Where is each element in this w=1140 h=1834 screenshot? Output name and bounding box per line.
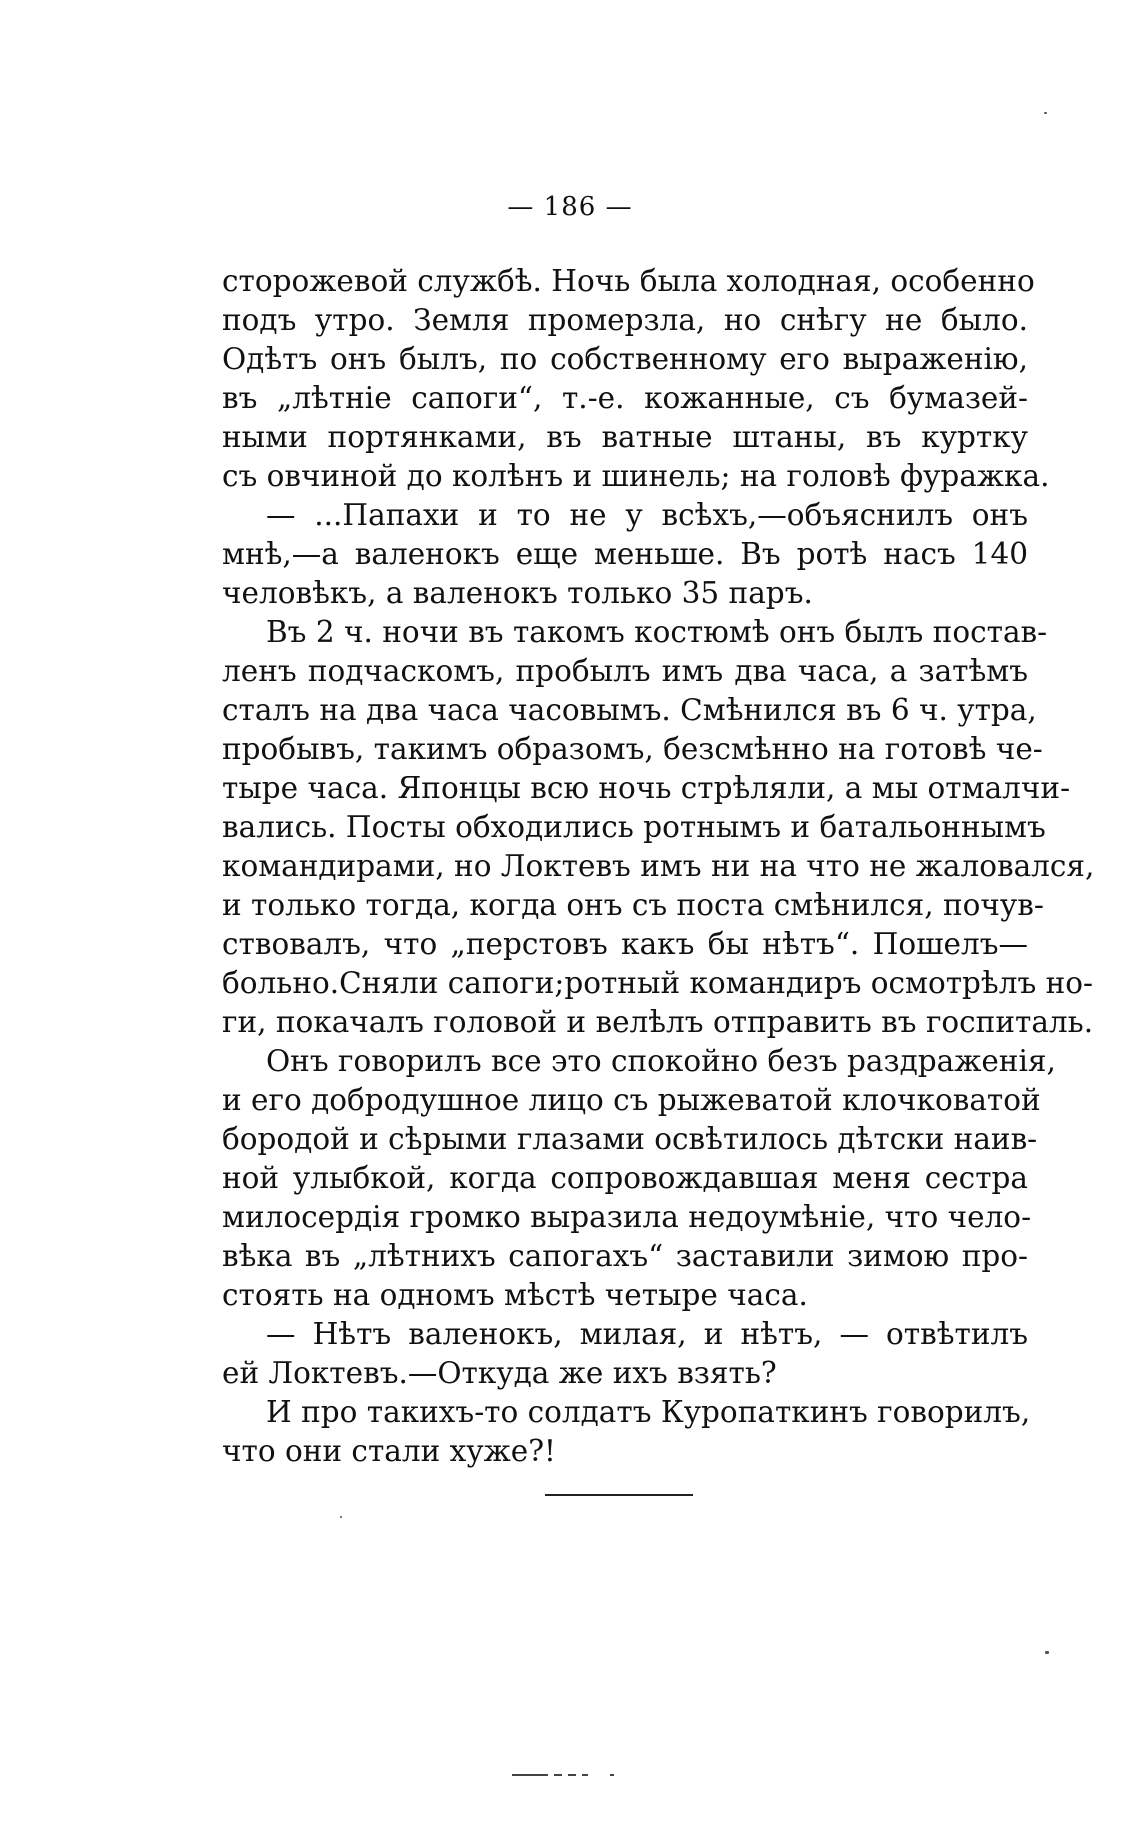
text-line: пробывъ, такимъ образомъ, безсмѣнно на готовѣ че-	[222, 732, 1043, 766]
text-line: и только тогда, когда онъ съ поста смѣнился, почув-	[222, 888, 1044, 922]
text-line: ными портянками, въ ватные штаны, въ куртку	[222, 420, 1028, 454]
text-line: вались. Посты обходились ротнымъ и батальоннымъ	[222, 810, 1046, 844]
text-line: Онъ говорилъ все это спокойно безъ раздраженія,	[266, 1044, 1056, 1078]
text-line: — Нѣтъ валенокъ, милая, и нѣтъ, — отвѣтилъ	[266, 1317, 1028, 1351]
end-rule	[545, 1494, 693, 1496]
text-line: милосердія громко выразила недоумѣніе, что чело-	[222, 1200, 1032, 1234]
text-line: сталъ на два часа часовымъ. Смѣнился въ 6 ч. утра,	[222, 693, 1037, 727]
text-line: и его добродушное лицо съ рыжеватой клочковатой	[222, 1083, 1041, 1117]
text-line: вѣка въ „лѣтнихъ сапогахъ“ заставили зимою про-	[222, 1239, 1028, 1273]
text-line: тыре часа. Японцы всю ночь стрѣляли, а мы отмалчи-	[222, 771, 1071, 805]
text-line: мнѣ,—а валенокъ еще меньше. Въ ротѣ насъ 140	[222, 537, 1028, 571]
scan-speck	[340, 1516, 342, 1518]
body-text	[222, 262, 1095, 1471]
text-line: ей Локтевъ.—Откуда же ихъ взять?	[222, 1356, 777, 1390]
text-line: стоять на одномъ мѣстѣ четыре часа.	[222, 1278, 808, 1312]
text-line: Въ 2 ч. ночи въ такомъ костюмѣ онъ былъ постав-	[266, 615, 1048, 649]
text-line: что они стали хуже?!	[222, 1434, 556, 1468]
scan-speck	[1044, 112, 1047, 114]
text-line: ги, покачалъ головой и велѣлъ отправить въ госпиталь.	[222, 1005, 1094, 1039]
printer-mark	[512, 1772, 622, 1778]
text-line: съ овчиной до колѣнъ и шинель; на головѣ фуражка.	[222, 459, 1050, 493]
text-line: сторожевой службѣ. Ночь была холодная, особенно	[222, 264, 1035, 298]
text-line: въ „лѣтніе сапоги“, т.-е. кожанные, съ бумазей-	[222, 381, 1028, 415]
text-line: ной улыбкой, когда сопровождавшая меня сестра	[222, 1161, 1028, 1195]
page-number: — 186 —	[507, 192, 633, 222]
text-line: подъ утро. Земля промерзла, но снѣгу не было.	[222, 303, 1028, 337]
scan-speck	[1045, 1651, 1049, 1654]
text-line: — ...Папахи и то не у всѣхъ,—объяснилъ онъ	[266, 498, 1028, 532]
text-line: И про такихъ-то солдатъ Куропаткинъ говорилъ,	[266, 1395, 1031, 1429]
text-line: командирами, но Локтевъ имъ ни на что не жаловался,	[222, 849, 1095, 883]
text-line: больно.Сняли сапоги;ротный командиръ осмотрѣлъ но-	[222, 966, 1093, 1000]
text-line: бородой и сѣрыми глазами освѣтилось дѣтски наив-	[222, 1122, 1038, 1156]
text-line: ствовалъ, что „перстовъ какъ бы нѣтъ“. Пошелъ—	[222, 927, 1028, 961]
text-line: человѣкъ, а валенокъ только 35 паръ.	[222, 576, 813, 610]
text-line: Одѣтъ онъ былъ, по собственному его выраженію,	[222, 342, 1028, 376]
text-line: ленъ подчаскомъ, пробылъ имъ два часа, а затѣмъ	[222, 654, 1028, 688]
